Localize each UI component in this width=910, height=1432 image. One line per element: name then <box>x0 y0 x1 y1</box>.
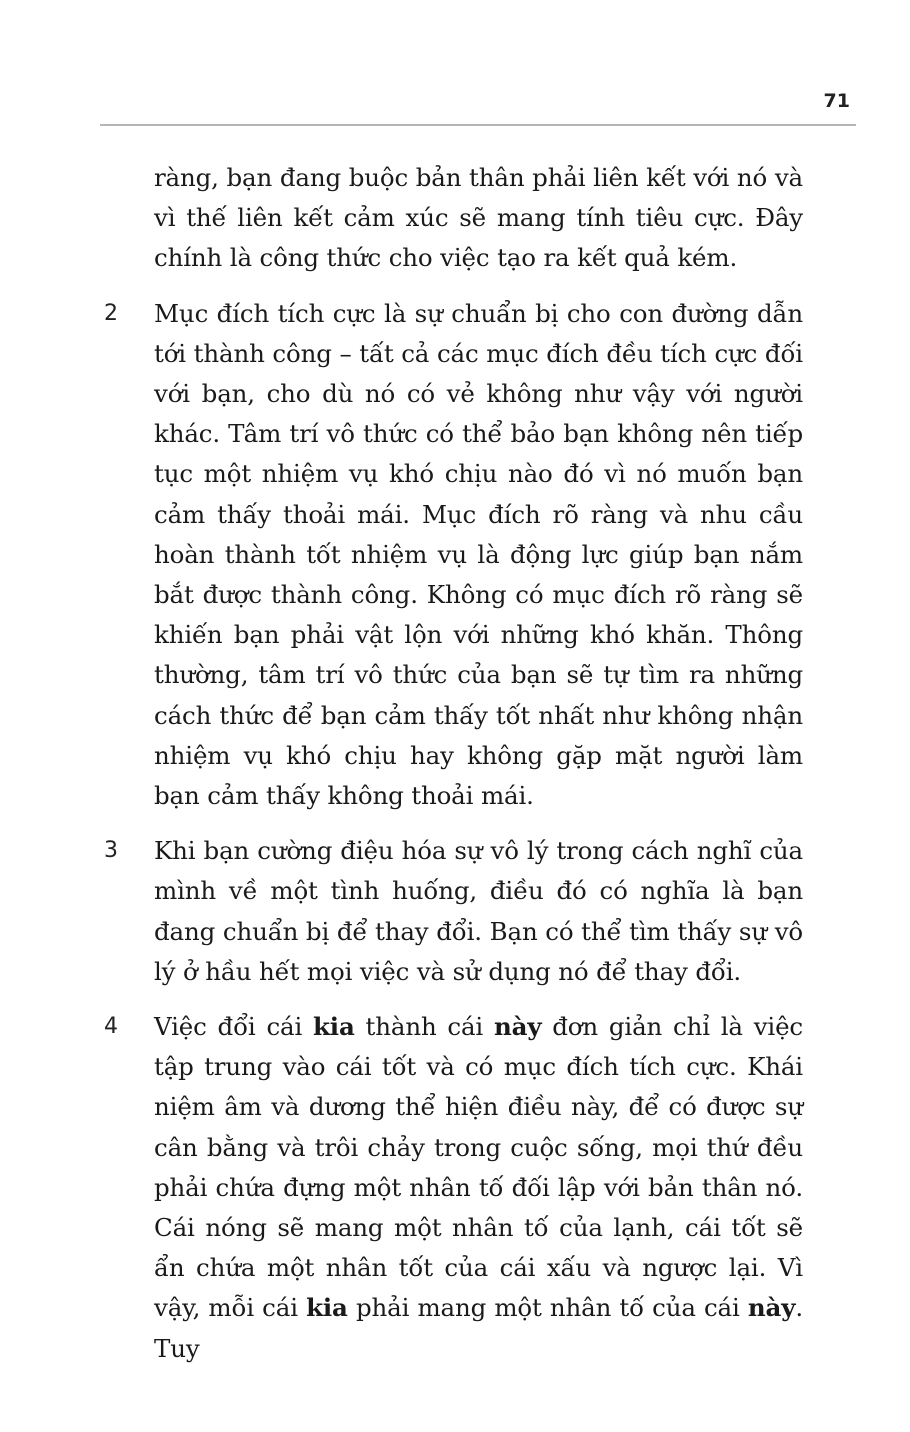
list-item-text: Mục đích tích cực là sự chuẩn bị cho con đường dẫn tới thành công – tất cả các mục đích đều tích cực đối với bạn, cho dù nó có vẻ không như vậy với người khác. Tâm trí vô thức có thể bảo bạn không nên tiếp tục một nhiệm vụ khó chịu nào đó vì nó muốn bạn cảm thấy thoải mái. Mục đích rõ ràng và nhu cầu hoàn thành tốt nhiệm vụ là động lực giúp bạn nắm bắt được thành công. Không có mục đích rõ ràng sẽ khiến bạn phải vật lộn với những khó khăn. Thông thường, tâm trí vô thức của bạn sẽ tự tìm ra những cách thức để bạn cảm thấy tốt nhất như không nhận nhiệm vụ khó chịu hay không gặp mặt người làm bạn cảm thấy không thoải mái. <box>154 298 803 811</box>
bold-term-kia: kia <box>312 1012 355 1042</box>
list-item <box>100 831 803 992</box>
page-number: 71 <box>823 90 850 112</box>
continuation-paragraph <box>100 158 803 279</box>
list-item <box>100 1007 803 1369</box>
list-item <box>100 294 803 817</box>
bold-term-nay: này <box>493 1012 542 1042</box>
text-run: phải mang một nhân tố của cái <box>347 1293 748 1323</box>
bold-term-nay: này <box>747 1293 796 1323</box>
list-item-number: 3 <box>104 838 118 864</box>
text-run: . Tuy <box>154 1293 803 1363</box>
list-item-text: Khi bạn cường điệu hóa sự vô lý trong cách nghĩ của mình về một tình huống, điều đó có nghĩa là bạn đang chuẩn bị để thay đổi. Bạn có thể tìm thấy sự vô lý ở hầu hết mọi việc và sử dụng nó để thay đổi. <box>154 836 803 986</box>
page-body <box>100 158 803 1384</box>
paragraph-text: ràng, bạn đang buộc bản thân phải liên kết với nó và vì thế liên kết cảm xúc sẽ mang tính tiêu cực. Đây chính là công thức cho việc tạo ra kết quả kém. <box>154 163 803 273</box>
bold-term-kia: kia <box>306 1293 348 1323</box>
list-item-number: 4 <box>104 1014 118 1040</box>
text-run: thành cái <box>354 1012 494 1042</box>
page-header <box>100 88 856 126</box>
list-item-number: 2 <box>104 300 118 326</box>
text-run: Việc đổi cái <box>154 1012 313 1042</box>
text-run: đơn giản chỉ là việc tập trung vào cái tốt và có mục đích tích cực. Khái niệm âm và dương thể hiện điều này, để có được sự cân bằng và trôi chảy trong cuộc sống, mọi thứ đều phải chứa đựng một nhân tố đối lập với bản thân nó. Cái nóng sẽ mang một nhân tố của lạnh, cái tốt sẽ ẩn chứa một nhân tốt của cái xấu và ngược lại. Vì vậy, mỗi cái <box>154 1012 803 1323</box>
